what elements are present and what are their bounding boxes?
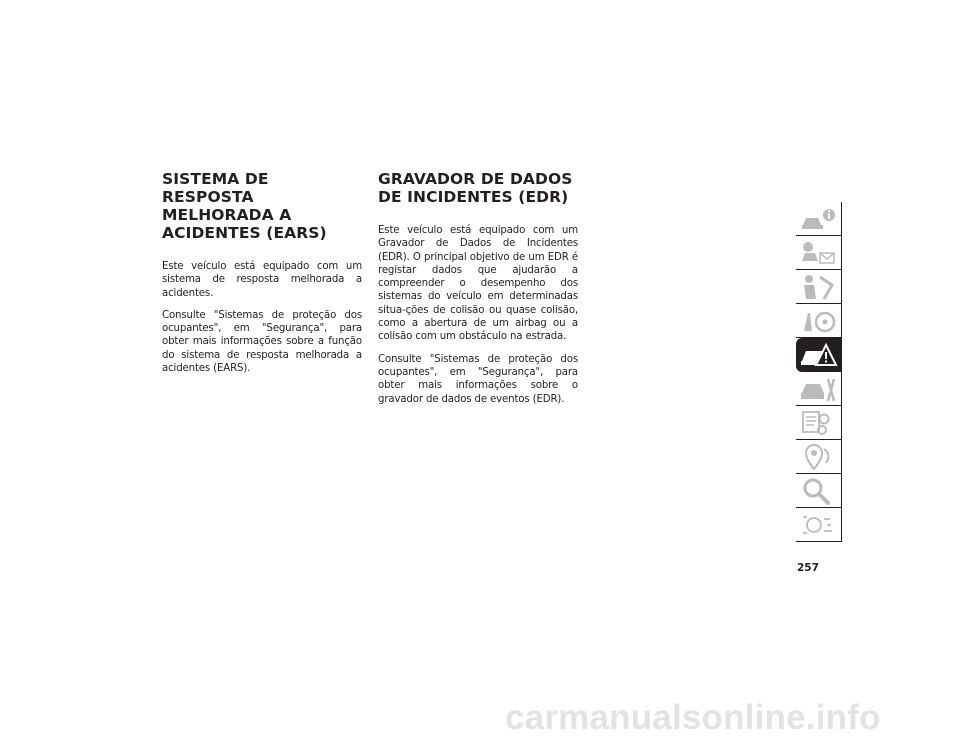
edr-paragraph-2: Consulte "Sistemas de proteção dos ocupantes", em "Segurança", para obter mais informações sobre o gravador de dados de eventos (EDR). (378, 353, 578, 405)
edr-paragraph-1: Este veículo está equipado com um Gravador de Dados de Incidentes (EDR). O principal objetivo de um EDR é registar dados que ajudarão a compreender o desempenho dos sistemas do veículo em determinadas situa-ções de colisão ou quase colisão, como a abertura de um airbag ou a colisão com um obstáculo na estrada. (378, 225, 578, 343)
tab-starting-operating[interactable] (796, 304, 842, 338)
chapter-tabs (796, 202, 842, 542)
right-column (378, 170, 578, 415)
tab-servicing[interactable] (796, 372, 842, 406)
edr-heading: GRAVADOR DE DADOS DE INCIDENTES (EDR) (378, 170, 573, 206)
tab-multimedia[interactable] (796, 440, 842, 474)
car-message-icon (800, 239, 838, 267)
magnifier-icon (800, 477, 838, 505)
tab-technical[interactable] (796, 406, 842, 440)
car-info-icon (800, 205, 838, 233)
tab-safety[interactable] (796, 270, 842, 304)
page-number: 257 (797, 562, 819, 574)
ears-paragraph-2: Consulte "Sistemas de proteção dos ocupantes", em "Segurança", para obter mais informações sobre a função do sistema de resposta melhorada a acidentes (EARS). (162, 309, 362, 375)
steering-wheel-icon (800, 307, 838, 335)
ears-paragraph-1: Este veículo está equipado com um sistema de resposta melhorada a acidentes. (162, 261, 362, 299)
tab-languages[interactable] (796, 508, 842, 542)
left-column (162, 170, 362, 384)
tab-emergency[interactable] (796, 338, 842, 372)
language-symbols-icon (800, 511, 838, 539)
tab-messages[interactable] (796, 236, 842, 270)
location-pin-icon (800, 443, 838, 471)
checklist-gear-icon (800, 409, 838, 437)
tab-vehicle-info[interactable] (796, 202, 842, 236)
car-tools-icon (800, 375, 838, 403)
tab-index[interactable] (796, 474, 842, 508)
car-emergency-icon (800, 341, 838, 369)
seat-belt-icon (800, 273, 838, 301)
watermark: carmanualsonline.info (505, 698, 881, 737)
ears-heading: SISTEMA DE RESPOSTA MELHORADA A ACIDENTES (EARS) (162, 170, 327, 242)
